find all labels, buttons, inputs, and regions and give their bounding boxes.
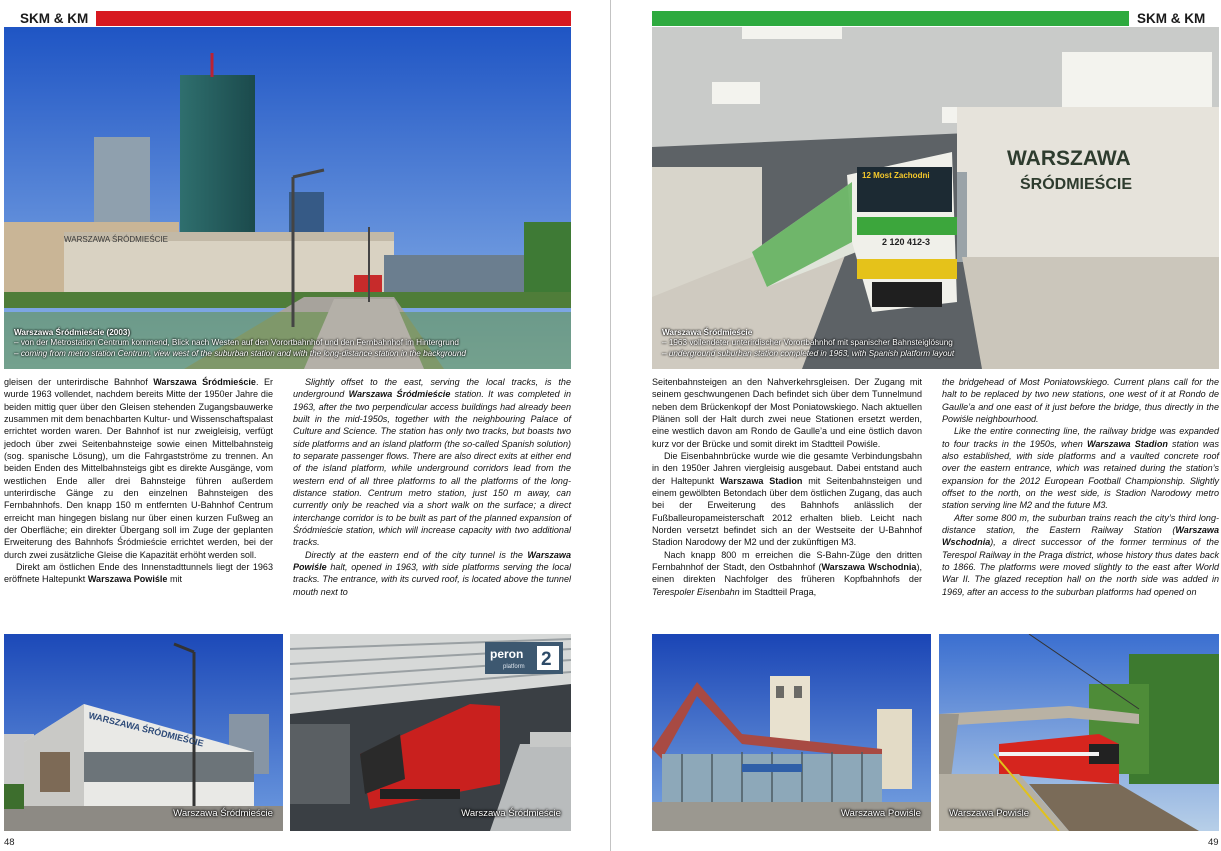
right-page-german-column: [652, 376, 922, 598]
right-en-p2-station-name: Warszawa Stadion: [1086, 438, 1168, 449]
photo-1-caption-title: Warszawa Śródmieście (2003): [14, 327, 131, 337]
left-en-p1-text-a: Slightly offset to the east, serving the local tracks, is the underground: [293, 377, 571, 400]
right-en-p2-text-a: Like the entire connecting line, the railway bridge was expanded to four tracks in the 1950s, when: [942, 426, 1219, 449]
photo-4-sign-word: peron: [490, 647, 524, 661]
left-header-bar: [92, 11, 571, 26]
photo-4-sign-sub: platform: [503, 664, 525, 670]
right-de-p2-text-a: Die Eisenbahnbrücke wurde wie die gesamte Verbindungsbahn in den 1950er Jahren viergleisig ausgebaut. Dabei entstand auch der Haltepunkt: [652, 450, 922, 486]
right-page-english-column: [942, 376, 1219, 598]
left-en-p1-text-c: station. It was completed in 1963, after the two perpendicular access buildings had already been built in the mid-1950s, together with the neighbouring Palace of Culture and Science. The station has only two tracks, but boasts two side platforms and an island platform (the so-called Spanish solution) to separate passenger flows. There are also direct exits at either end of the island platform, while underground corridors lead from the western end of all three platforms to all the platforms of the long-distance station. Centrum metro station, just 150 m away, can currently only be reached via a short walk on the surface; a direct interchange corridor is to be built as part of the planned expansion of Śródmieście station, which will increase capacity with two additional tracks.: [293, 389, 572, 548]
photo-srodmiescie-pavilion-image: [4, 634, 283, 831]
left-page: [0, 0, 610, 851]
photo-srodmiescie-exterior: [4, 27, 571, 369]
right-en-p3-text-a: After some 800 m, the suburban trains reach the city’s third long-distance station, the Eastern Railway Station (: [942, 512, 1219, 535]
right-de-paragraph-1: Seitenbahnsteigen an den Nahverkehrsgleisen. Der Zugang mit seinem geschwungenen Dach befindet sich über dem Tunnelmund neben dem Brückenkopf der Most Poniatowskiego. Nach aktuellen Plänen soll der Halt durch zwei neue Stationen ersetzt werden, eine westlich davon am Rondo de Gaulle’a und eine östlich davon kurz vor der Brücke und somit direkt im Stadtteil Powiśle.: [652, 377, 922, 449]
photo-3-building-sign: WARSZAWA ŚRÓDMIEŚCIE: [87, 710, 205, 749]
photo-4-caption: Warszawa Śródmieście: [461, 808, 561, 819]
right-de-p2-station-name: Warszawa Stadion: [719, 475, 803, 486]
photo-6-caption: Warszawa Powiśle: [949, 808, 1030, 819]
left-de-paragraph-1: [4, 376, 273, 561]
right-header-label: SKM & KM: [1129, 9, 1213, 28]
left-de-p1-text-a: gleisen der unterirdische Bahnhof: [4, 377, 154, 387]
photo-powisle-platform-train: [939, 634, 1219, 831]
right-header-bar: [652, 11, 1129, 26]
right-en-p3-text-c: ), a direct successor of the former terminus of the Terespol Railway in the Praga district, whose history thus dates back to 1866. The platforms were moved slightly to the east after World War II. The glazed reception hall on the north side was added in 1969, after an access to the suburban platforms had opened on: [942, 537, 1219, 597]
right-de-paragraph-3: [652, 549, 922, 598]
photo-1-caption: [14, 328, 466, 360]
left-en-paragraph-1: [293, 376, 571, 549]
photo-4-sign-number: 2: [541, 649, 552, 670]
photo-2-caption: [662, 328, 954, 360]
left-en-paragraph-2: [293, 549, 571, 598]
photo-1-caption-de: – von der Metrostation Centrum kommend, Blick nach Westen auf den Vorortbahnhof und den Fernbahnhof im Hintergrund: [14, 338, 459, 347]
left-page-german-column: [4, 376, 273, 586]
photo-srodmiescie-underground-platform-image: [652, 27, 1219, 369]
right-de-p2-text-c: mit Seitenbahnsteigen und einem gewölbten Betondach über dem östlichen Zugang, das auch bei der Erweiterung des Bahnhofs anlässlich der Fußballeuropameisterschaft 2012 erhalten blieb. Leicht nach Norden versetzt befindet sich an der Westseite der U-Bahnhof Stadion Narodowy der M2 und der zukünftigen M3.: [652, 475, 922, 548]
photo-powisle-platform-train-image: [939, 634, 1219, 831]
left-de-p1-station-name: Warszawa Śródmieście: [153, 377, 256, 387]
left-de-p2-text-c: mit: [167, 574, 183, 585]
right-page: [611, 0, 1221, 851]
photo-2-caption-de: – 1963 vollendeter unterirdischer Vorortbahnhof mit spanischer Bahnsteiglösung: [662, 338, 953, 347]
left-en-p2-text-a: Directly at the eastern end of the city tunnel is the: [305, 549, 528, 560]
right-de-p3-text-c: ), einen direkten Nachfolger des früheren Kopfbahnhofs der: [652, 561, 922, 585]
right-en-paragraph-1: the bridgehead of Most Poniatowskiego. Current plans call for the halt to be replaced by two new stations, one west of it at Rondo de Gaulle’a and one east of it just before the bridge, thus directly in the Powiśle neighbourhood.: [942, 377, 1219, 424]
photo-2-caption-title: Warszawa Śródmieście: [662, 327, 753, 337]
left-page-english-column: [293, 376, 571, 598]
right-de-p3-station-name: Warszawa Wschodnia: [821, 561, 917, 572]
photo-2-wall-sign-1: WARSZAWA: [1007, 147, 1131, 170]
left-en-p2-station-name: Warszawa Powiśle: [293, 549, 571, 572]
photo-1-building-sign: WARSZAWA ŚRÓDMIEŚCIE: [64, 235, 169, 244]
photo-srodmiescie-platform-train-image: [290, 634, 571, 831]
right-de-p3-railway-name: Terespoler Eisenbahn: [652, 586, 740, 597]
photo-srodmiescie-underground-platform: [652, 27, 1219, 369]
right-de-p3-text-a: Nach knapp 800 m erreichen die S-Bahn-Züge den dritten Fernbahnhof der Stadt, den Ostbahnhof (: [652, 549, 922, 572]
photo-2-train-number: 2 120 412-3: [882, 237, 931, 247]
photo-powisle-entrance-image: [652, 634, 931, 831]
right-de-paragraph-2: [652, 450, 922, 549]
photo-3-caption: Warszawa Śródmieście: [173, 808, 273, 819]
right-page-number: 49: [1208, 837, 1219, 848]
left-de-paragraph-2: [4, 561, 273, 586]
right-en-paragraph-3: [942, 512, 1219, 598]
right-en-p2-text-c: station was also established, with side platforms and a vaulted concrete roof over the eastern entrance, which was retained during the station’s expansion for the 2012 European Football Championship. Slightly offset to the north, on the west side, is Stadion Narodowy metro station serving line M2 and the future M3.: [942, 438, 1219, 511]
photo-srodmiescie-platform-train: [290, 634, 571, 831]
left-en-p1-station-name: Warszawa Śródmieście: [348, 389, 451, 400]
right-en-paragraph-2: [942, 425, 1219, 511]
photo-5-caption: Warszawa Powiśle: [840, 808, 921, 819]
photo-1-caption-en: – coming from metro station Centrum, view west of the suburban station and with the long-distance station in the background: [14, 348, 466, 358]
right-en-p3-station-name: Warszawa Wschodnia: [942, 524, 1219, 548]
photo-srodmiescie-pavilion: [4, 634, 283, 831]
left-de-p1-text-c: . Er wurde 1963 vollendet, nachdem bereits Mitte der 1950er Jahre die beiden mittig quer über den Gleisen stehenden Zugangsbauwerke zusammen mit dem benachbarten Kultur- und Wissenschaftspalast errichtet worden waren. Der Bahnhof ist nur zweigleisig, verfügt jedoch über zwei Seitenbahnsteige sowie einen Mittelbahnsteig (sog. spanische Lösung), um die Fahrgastströme zu trennen. An beiden Enden des Mittelbahnsteigs gibt es direkte Ausgänge, vom westlichen Ende aller drei Bahnsteige führen außerdem unterirdische Gänge zu den einzelnen Bahnsteigen des Fernbahnhofs. Den knapp 150 m entfernten U-Bahnhof Centrum erreicht man hingegen bislang nur über einen kurzen Fußweg an der Oberfläche; ein direkter Übergang soll im Zuge der geplanten Erweiterung des Bahnhofs Śródmieście errichtet werden, bei der durch zwei zusätzliche Gleise die Kapazität erhöht werden soll.: [4, 377, 273, 560]
left-en-p2-text-c: halt, opened in 1963, with side platforms serving the local tracks. The entrance, with its curved roof, is located above the tunnel mouth next to: [293, 561, 571, 597]
left-de-p2-station-name: Warszawa Powiśle: [87, 574, 168, 585]
left-de-p2-text-a: Direkt am östlichen Ende des Innenstadttunnels liegt der 1963 eröffnete Haltepunkt: [4, 561, 273, 585]
photo-srodmiescie-exterior-image: [4, 27, 571, 369]
photo-2-caption-en: – underground suburban station completed in 1963, with Spanish platform layout: [662, 348, 955, 358]
right-de-p3-text-e: im Stadtteil Praga,: [739, 586, 817, 597]
photo-2-train-display: 12 Most Zachodni: [862, 171, 930, 180]
left-page-number: 48: [4, 837, 15, 848]
photo-powisle-entrance: [652, 634, 931, 831]
photo-2-wall-sign-2: ŚRÓDMIEŚCIE: [1020, 176, 1133, 193]
left-header-label: SKM & KM: [12, 9, 96, 28]
